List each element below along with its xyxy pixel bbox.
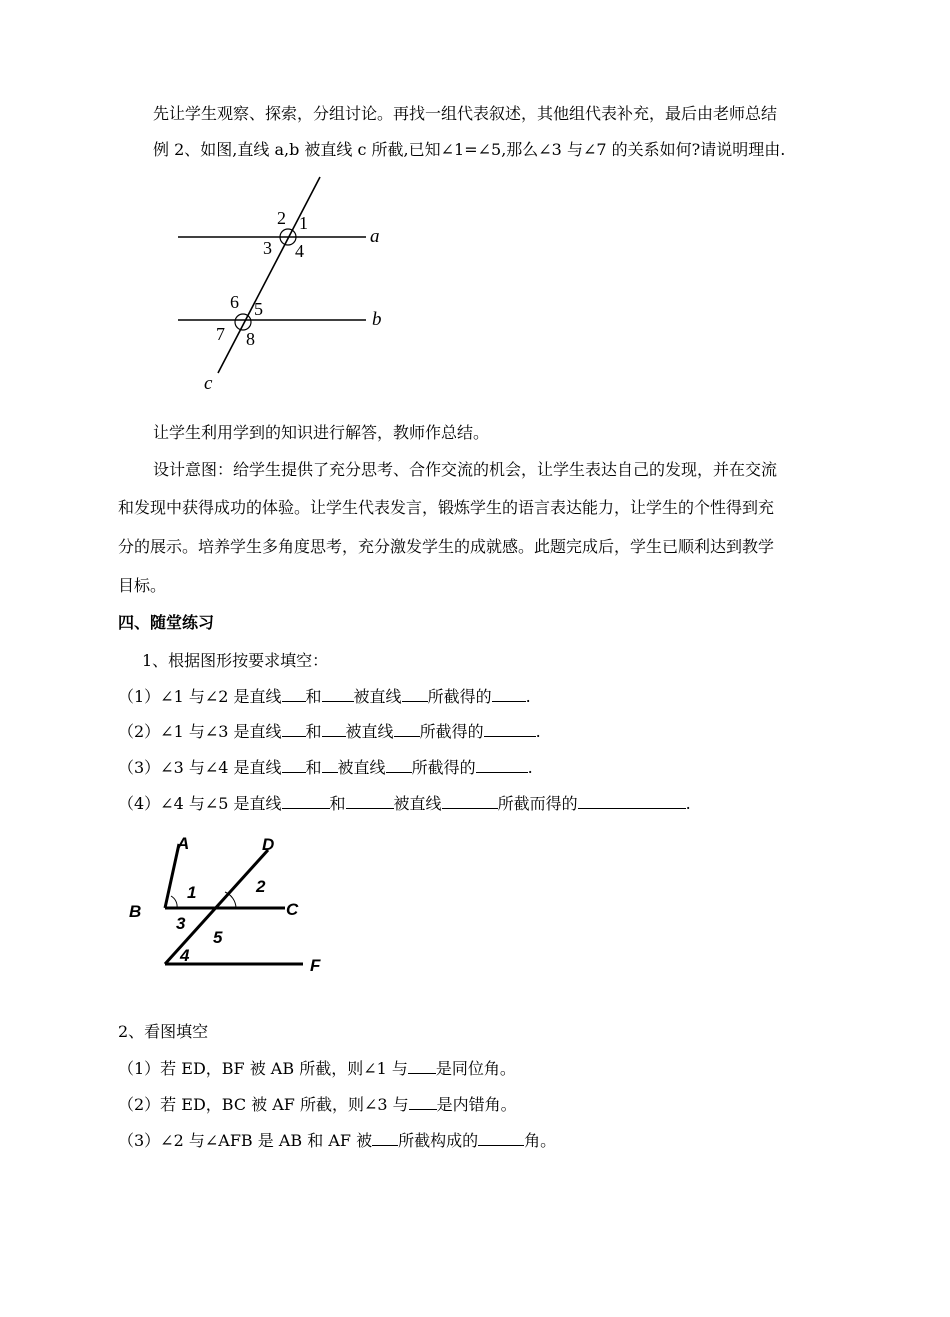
angle-label-2: 2 (277, 208, 286, 228)
blank[interactable] (322, 756, 338, 773)
blank[interactable] (282, 756, 306, 773)
blank[interactable] (476, 756, 528, 773)
blank[interactable] (408, 1057, 436, 1074)
blank[interactable] (402, 685, 428, 702)
angle-label-7: 7 (216, 324, 225, 344)
paragraph-design-intent-2: 和发现中获得成功的体验。让学生代表发言，锻炼学生的语言表达能力，让学生的个性得到充 (118, 498, 775, 517)
point-label-c: C (286, 900, 299, 919)
angle-label-4: 4 (180, 946, 190, 965)
paragraph-design-intent-4: 目标。 (118, 576, 167, 595)
point-label-b: B (129, 902, 142, 921)
point-label-a: A (177, 834, 190, 853)
blank[interactable] (394, 720, 420, 737)
question-1-item-4: （4）∠4 与∠5 是直线 和 被直线 所截而得的 . (118, 794, 691, 813)
blank[interactable] (478, 1129, 524, 1146)
angle-label-1: 1 (299, 213, 308, 233)
label-line-b: b (372, 309, 382, 330)
angle-arc-1 (171, 896, 177, 908)
question-1-title: 1、根据图形按要求填空： (142, 651, 329, 670)
point-label-d: D (262, 835, 275, 854)
angle-label-1: 1 (187, 883, 197, 902)
blank[interactable] (442, 792, 498, 809)
blank[interactable] (282, 720, 306, 737)
section-heading-practice: 四、随堂练习 (118, 613, 215, 632)
angle-label-6: 6 (230, 292, 239, 312)
blank[interactable] (282, 792, 330, 809)
blank[interactable] (322, 685, 354, 702)
question-2-item-1: （1）若 ED，BF 被 AB 所截，则∠1 与 是同位角。 (118, 1059, 516, 1078)
paragraph-intro: 先让学生观察、探索，分组讨论。再找一组代表叙述，其他组代表补充，最后由老师总结 (153, 104, 778, 123)
paragraph-student-answer: 让学生利用学到的知识进行解答，教师作总结。 (153, 423, 490, 442)
angle-label-5: 5 (213, 928, 223, 947)
figure-angles-abcdf (125, 830, 345, 980)
angle-label-3: 3 (263, 238, 272, 258)
question-2-item-3: （3）∠2 与∠AFB 是 AB 和 AF 被 所截构成的 角。 (118, 1131, 557, 1150)
blank[interactable] (484, 720, 536, 737)
line-c (218, 177, 320, 373)
question-2-item-2: （2）若 ED，BC 被 AF 所截，则∠3 与 是内错角。 (118, 1095, 517, 1114)
blank[interactable] (492, 685, 526, 702)
angle-label-3: 3 (176, 914, 186, 933)
angle-label-4: 4 (295, 241, 304, 261)
question-1-item-3: （3）∠3 与∠4 是直线 和 被直线 所截得的 . (118, 758, 533, 777)
question-2-title: 2、看图填空 (118, 1022, 209, 1041)
segment-ab (165, 844, 179, 908)
example-2-question: 例 2、如图,直线 a,b 被直线 c 所截,已知∠1=∠5,那么∠3 与∠7 的关系如何?请说明理由. (153, 140, 786, 159)
figure-transversal-ab (170, 173, 410, 401)
question-1-item-2: （2）∠1 与∠3 是直线 和 被直线 所截得的 . (118, 722, 541, 741)
paragraph-design-intent-1: 设计意图：给学生提供了充分思考、合作交流的机会，让学生表达自己的发现，并在交流 (153, 460, 778, 479)
blank[interactable] (386, 756, 412, 773)
blank[interactable] (372, 1129, 398, 1146)
blank[interactable] (578, 792, 686, 809)
blank[interactable] (409, 1093, 437, 1110)
label-line-a: a (370, 226, 380, 247)
angle-arc-bottom (235, 314, 251, 330)
angle-label-5: 5 (254, 299, 263, 319)
angle-label-2: 2 (256, 877, 266, 896)
blank[interactable] (346, 792, 394, 809)
blank[interactable] (282, 685, 306, 702)
angle-label-8: 8 (246, 329, 255, 349)
question-1-item-1: （1）∠1 与∠2 是直线 和 被直线 所截得的 . (118, 687, 531, 706)
point-label-f: F (310, 956, 321, 975)
label-line-c: c (204, 373, 213, 394)
paragraph-design-intent-3: 分的展示。培养学生多角度思考，充分激发学生的成就感。此题完成后，学生已顺利达到教学 (118, 537, 775, 556)
blank[interactable] (322, 720, 346, 737)
